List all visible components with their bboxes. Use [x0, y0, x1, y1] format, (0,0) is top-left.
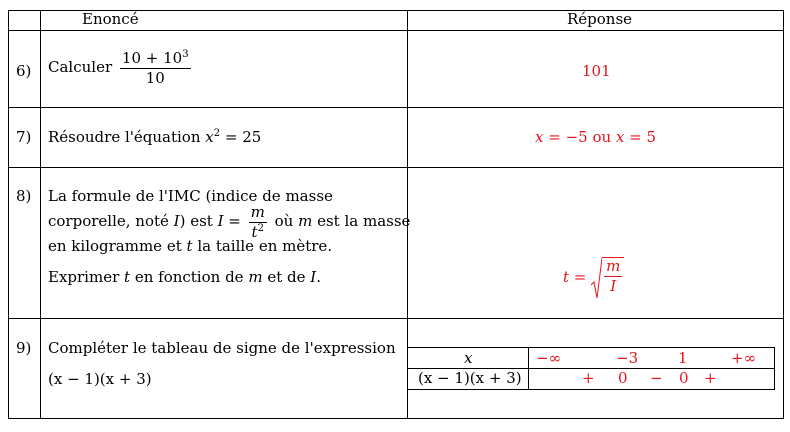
row-number: 6): [16, 62, 32, 80]
answer-7: [535, 128, 656, 146]
sign-table: [407, 347, 775, 390]
question-6: [48, 50, 194, 86]
sign-table-sign: −: [650, 369, 663, 387]
question-9-line-2: (x − 1)(x + 3): [48, 370, 152, 388]
row-number: 7): [16, 128, 32, 146]
exponent: 2: [213, 128, 221, 139]
sign-table-expression: (x − 1)(x + 3): [418, 369, 522, 387]
question-9-line-1: Compléter le tableau de signe de l'expression: [48, 339, 396, 357]
sign-table-divider: [528, 348, 529, 389]
row-divider: [9, 107, 783, 108]
sign-table-variable: x: [464, 349, 473, 367]
sign-table-value: +∞: [731, 349, 757, 367]
row-divider: [9, 30, 783, 31]
sign-table-sign: +: [704, 369, 717, 387]
question-text: Calculer: [48, 58, 113, 76]
row-divider: [9, 318, 783, 319]
header-answer: Réponse: [567, 10, 633, 28]
sign-table-sign: 0: [618, 369, 628, 387]
answer-8: t = $\frac{m}{I}$: [563, 257, 624, 299]
question-8-line-1: La formule de l'IMC (indice de masse: [48, 187, 333, 205]
question-7: [48, 128, 261, 146]
fraction-numerator: 10 + 10: [121, 49, 183, 67]
answer-6: 101: [582, 62, 611, 80]
variable: x: [615, 128, 625, 146]
row-divider: [9, 167, 783, 168]
sign-table-value: 1: [678, 349, 688, 367]
radical-sign-icon: [591, 257, 602, 299]
column-divider: [40, 11, 41, 418]
sign-table-value: −3: [616, 349, 639, 367]
question-8-line-4: Exprimer t en fonction de m et de I.: [48, 268, 321, 286]
sign-table-sign: 0: [679, 369, 689, 387]
equation-rest: = 25: [220, 128, 262, 146]
answer-text: = −5 ou: [543, 128, 616, 146]
question-text: Résoudre l'équation: [48, 128, 201, 146]
row-number: 8): [16, 187, 32, 205]
row-number: 9): [16, 339, 32, 357]
question-8-line-2: corporelle, noté I) est I = $\frac{m}{t^2}$ où m est la masse: [48, 203, 411, 241]
fraction: $\frac{m}{t^2}$: [250, 203, 265, 241]
answer-text: = 5: [624, 128, 657, 146]
sign-table-value: −∞: [536, 349, 562, 367]
exponent: 3: [182, 49, 189, 60]
variable: x: [205, 128, 214, 146]
variable: x: [535, 128, 544, 146]
header-statement: Enoncé: [82, 10, 139, 28]
fraction-denominator: 10: [145, 68, 165, 87]
sign-table-sign: +: [582, 369, 595, 387]
square-root: $\frac{m}{I}$: [591, 257, 624, 299]
fraction: [120, 50, 191, 86]
question-8-line-3: en kilogramme et t la taille en mètre.: [48, 237, 333, 255]
